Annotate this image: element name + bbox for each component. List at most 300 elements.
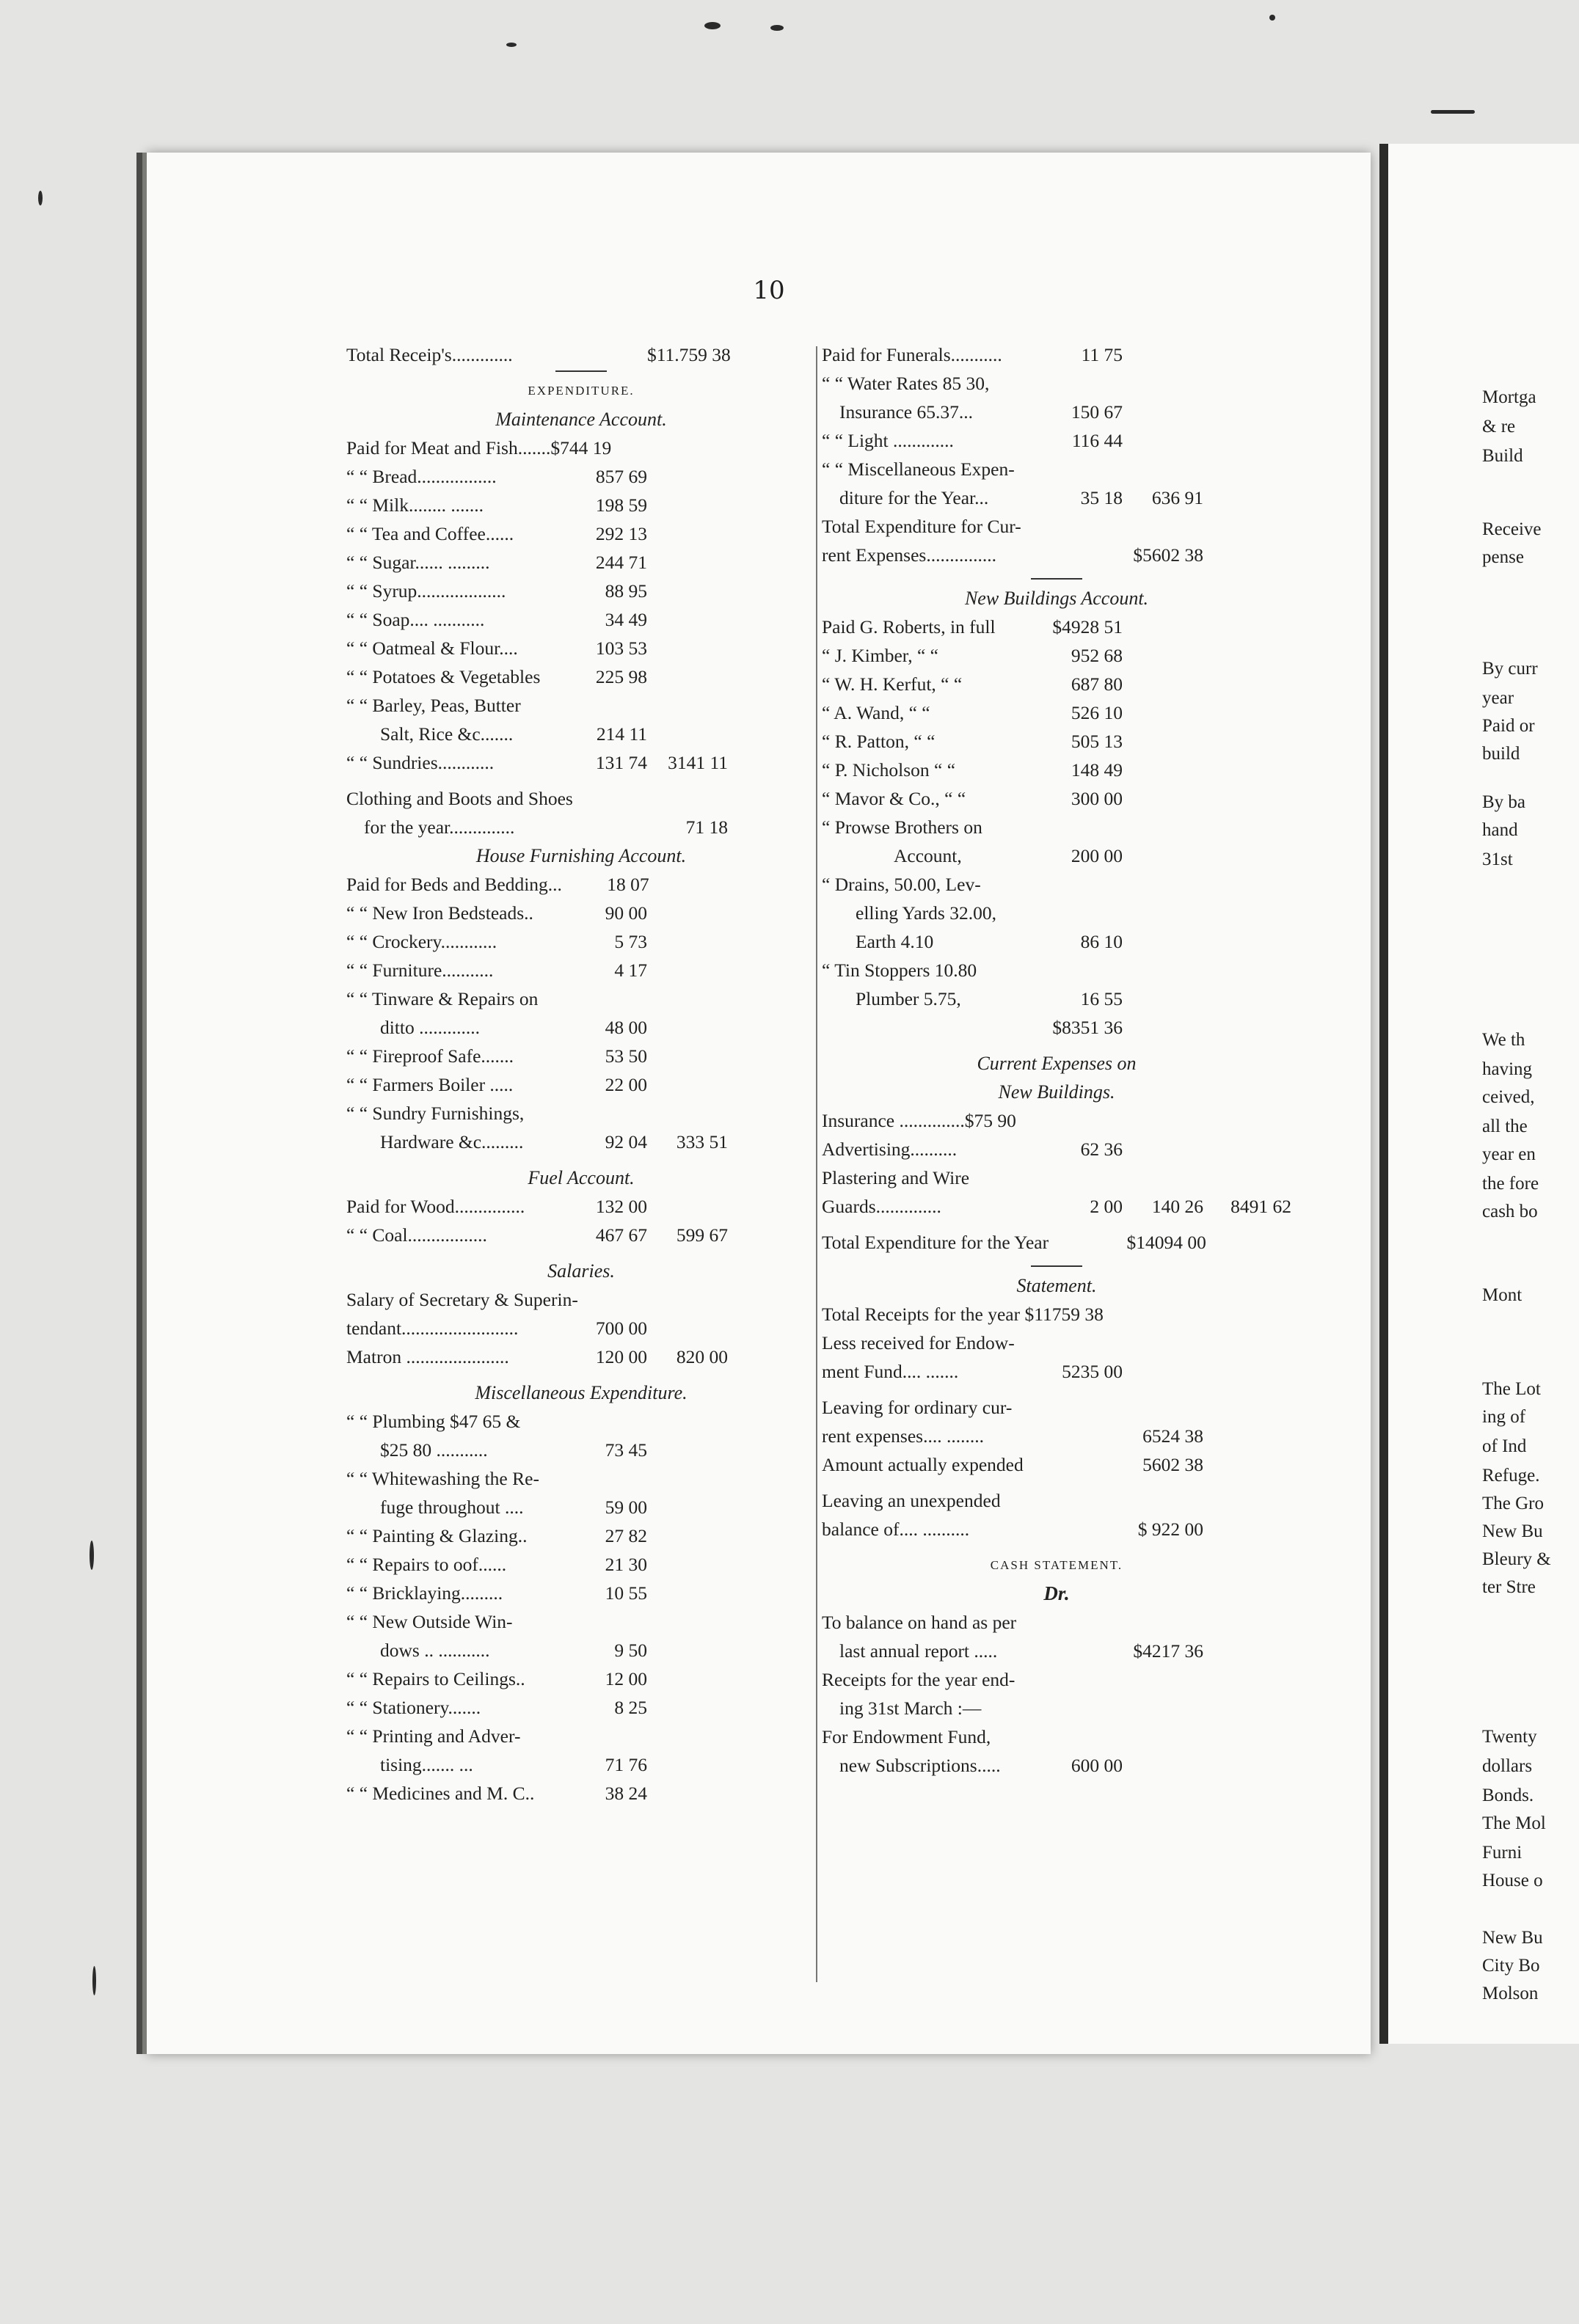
ledger-label: last annual report ..... [839, 1640, 998, 1662]
ledger-row [346, 784, 816, 813]
ledger-label: Total Expenditure for the Year [822, 1232, 1049, 1253]
scan-speck [90, 1541, 94, 1570]
ledger-label: “ Tin Stoppers 10.80 [822, 960, 977, 981]
ledger-row [346, 1636, 816, 1665]
ledger-label: “ “ Sundry Furnishings, [346, 1103, 525, 1124]
amount: 12 00 [605, 1668, 647, 1689]
ledger-row [346, 1221, 816, 1249]
spacer [346, 777, 816, 784]
section-heading: Current Expenses on [977, 1053, 1137, 1074]
amount: 90 00 [605, 902, 647, 924]
ledger-label: “ “ Printing and Adver- [346, 1725, 521, 1747]
ledger-row [346, 340, 816, 369]
amount: $5602 38 [1133, 544, 1203, 566]
amount: 103 53 [595, 637, 647, 659]
amount: 11 75 [1081, 344, 1123, 365]
ledger-label: rent expenses.... ........ [822, 1425, 984, 1447]
amount: 71 18 [685, 816, 728, 838]
amount: 132 00 [595, 1196, 647, 1217]
ledger-row [822, 870, 1291, 899]
ledger-row [346, 984, 816, 1013]
ledger-label: for the year.............. [364, 816, 515, 838]
right-page-text: the fore [1482, 1174, 1539, 1194]
ledger-label: rent Expenses............... [822, 544, 996, 566]
right-page-text: dollars [1482, 1756, 1533, 1776]
ledger-row [822, 984, 1291, 1013]
ledger-row [822, 1135, 1291, 1163]
amount: 599 67 [676, 1224, 728, 1246]
spacer [822, 1386, 1291, 1393]
amount: 5602 38 [1142, 1454, 1203, 1475]
ledger-label: tendant......................... [346, 1318, 519, 1339]
amount: 820 00 [676, 1346, 728, 1367]
ledger-label: Plumber 5.75, [856, 988, 961, 1009]
ledger-label: “ “ Tinware & Repairs on [346, 988, 539, 1009]
ledger-row [822, 956, 1291, 984]
amount: 4 17 [614, 960, 647, 981]
amount: 38 24 [605, 1783, 647, 1804]
ledger-row [346, 577, 816, 605]
ledger-row [346, 605, 816, 634]
amount: 857 69 [595, 466, 647, 487]
ledger-label: Clothing and Boots and Shoes [346, 788, 573, 809]
scan-speck [704, 22, 721, 29]
ledger-label: “ “ Fireproof Safe....... [346, 1045, 514, 1067]
ledger-row [822, 784, 1291, 813]
ledger-row [346, 1521, 816, 1550]
ledger-row [346, 899, 816, 927]
right-page-text: Bleury & [1482, 1549, 1551, 1569]
right-page-text: Paid or [1482, 716, 1535, 736]
ledger-row [822, 1694, 1291, 1722]
ledger-row [822, 512, 1291, 541]
amount: 3141 11 [668, 752, 728, 773]
ledger-label: To balance on hand as per [822, 1612, 1017, 1633]
amount: 92 04 [605, 1131, 647, 1152]
amount: 700 00 [595, 1318, 647, 1339]
section-heading: New Buildings. [998, 1081, 1115, 1103]
ledger-row [346, 748, 816, 777]
ledger-label: “ J. Kimber, “ “ [822, 645, 939, 666]
right-page-text: Molson [1482, 1984, 1539, 2003]
right-page-text: The Mol [1482, 1813, 1546, 1833]
right-page-text: pense [1482, 547, 1524, 567]
amount: 53 50 [605, 1045, 647, 1067]
ledger-label: “ W. H. Kerfut, “ “ [822, 673, 963, 695]
ledger-row [822, 1515, 1291, 1543]
ledger-row [346, 1099, 816, 1128]
ledger-row [822, 1357, 1291, 1386]
ledger-label: “ Mavor & Co., “ “ [822, 788, 966, 809]
ledger-label: Insurance 65.37... [839, 401, 973, 423]
ledger-label: Plastering and Wire [822, 1167, 970, 1188]
ledger-label: Total Receipts for the year $11759 38 [822, 1304, 1104, 1325]
ledger-label: “ “ Barley, Peas, Butter [346, 695, 521, 716]
ledger-label: “ “ Tea and Coffee...... [346, 523, 514, 544]
ledger-row [346, 1436, 816, 1464]
ledger-row [822, 1300, 1291, 1329]
amount: 34 49 [605, 609, 647, 630]
ledger-row [822, 756, 1291, 784]
right-page-text: all the [1482, 1117, 1528, 1136]
scan-speck [770, 25, 784, 31]
right-page-text: The Lot [1482, 1379, 1541, 1399]
right-page-text: ceived, [1482, 1087, 1535, 1107]
ledger-row [822, 1228, 1291, 1257]
scan-speck [92, 1966, 96, 1995]
ledger-label: Total Receip's............. [346, 344, 513, 365]
amount: 200 00 [1071, 845, 1123, 866]
ledger-row [346, 1314, 816, 1342]
spacer [822, 1543, 1291, 1551]
scan-speck [1269, 15, 1275, 21]
right-page-text: cash bo [1482, 1202, 1538, 1221]
ledger-row [822, 1422, 1291, 1450]
section-heading: Maintenance Account. [495, 409, 667, 430]
section-heading: Miscellaneous Expenditure. [475, 1382, 688, 1403]
ledger-label: “ “ Stationery....... [346, 1697, 481, 1718]
right-page-text: New Bu [1482, 1521, 1543, 1541]
debit-heading: Dr. [1043, 1582, 1070, 1604]
right-page-text: New Bu [1482, 1928, 1543, 1948]
ledger-label: Leaving an unexpended [822, 1490, 1001, 1511]
ledger-row [346, 1407, 816, 1436]
section-heading: Statement. [1016, 1275, 1097, 1296]
ledger-row [346, 956, 816, 984]
right-page-text: ing of [1482, 1407, 1526, 1427]
ledger-label: new Subscriptions..... [839, 1755, 1001, 1776]
amount: 48 00 [605, 1017, 647, 1038]
ledger-row [346, 1070, 816, 1099]
ledger-row [346, 434, 816, 462]
ledger-label: elling Yards 32.00, [856, 902, 996, 924]
ledger-row [822, 340, 1291, 369]
right-page-text: Mortga [1482, 387, 1536, 407]
ledger-row [822, 1608, 1291, 1637]
ledger-label: Total Expenditure for Cur- [822, 516, 1021, 537]
ledger-label: “ “ Plumbing $47 65 & [346, 1411, 521, 1432]
amount: 59 00 [605, 1497, 647, 1518]
ledger-row [346, 462, 816, 491]
amount: 952 68 [1071, 645, 1123, 666]
ledger-label: Receipts for the year end- [822, 1669, 1015, 1690]
ledger-label: “ “ Whitewashing the Re- [346, 1468, 539, 1489]
ledger-row [346, 1342, 816, 1371]
ledger-label: Amount actually expended [822, 1454, 1024, 1475]
ledger-label: Paid for Wood............... [346, 1196, 525, 1217]
ledger-label: “ “ Repairs to oof...... [346, 1554, 507, 1575]
ledger-row [346, 1128, 816, 1156]
left-column [346, 340, 816, 1808]
ledger-label: “ A. Wand, “ “ [822, 702, 930, 723]
amount: 214 11 [596, 723, 647, 745]
ledger-label: “ “ Coal................. [346, 1224, 487, 1246]
ledger-row [346, 1607, 816, 1636]
amount: 22 00 [605, 1074, 647, 1095]
amount: 687 80 [1071, 673, 1123, 695]
ledger-row [822, 1393, 1291, 1422]
right-page-text: hand [1482, 820, 1518, 840]
amount: 244 71 [595, 552, 647, 573]
amount: 467 67 [595, 1224, 647, 1246]
amount: 148 49 [1071, 759, 1123, 781]
ledger-label: Account, [894, 845, 962, 866]
amount: $ 922 00 [1137, 1519, 1203, 1540]
amount: 35 18 [1080, 487, 1123, 508]
right-page-text: By curr [1482, 659, 1538, 679]
amount: 5 73 [614, 931, 647, 952]
ledger-row [346, 1579, 816, 1607]
ledger-row [346, 1464, 816, 1493]
ledger-row [822, 813, 1291, 841]
ledger-row [346, 662, 816, 691]
ledger-label: Salary of Secretary & Superin- [346, 1289, 578, 1310]
right-page-text: of Ind [1482, 1436, 1527, 1456]
right-page-text: build [1482, 744, 1520, 764]
ledger-row [822, 1486, 1291, 1515]
amount: 71 76 [605, 1754, 647, 1775]
ledger-row [822, 927, 1291, 956]
spacer [346, 1371, 816, 1378]
ledger-label: $25 80 ........... [380, 1439, 488, 1461]
spacer [346, 1249, 816, 1257]
page-number: 10 [753, 276, 785, 305]
ledger-label: Hardware &c......... [380, 1131, 524, 1152]
ledger-label: “ “ Painting & Glazing.. [346, 1525, 528, 1546]
right-page-text: The Gro [1482, 1494, 1544, 1513]
ledger-row [822, 1013, 1291, 1042]
ledger-row [346, 1665, 816, 1693]
amount: 62 36 [1080, 1139, 1123, 1160]
middle-column [822, 340, 1291, 1780]
ledger-row [822, 1450, 1291, 1479]
ledger-label: Less received for Endow- [822, 1332, 1015, 1353]
ledger-label: dows .. ........... [380, 1640, 490, 1661]
amount: 21 30 [605, 1554, 647, 1575]
amount: 131 74 [595, 752, 647, 773]
amount: 16 55 [1080, 988, 1123, 1009]
ledger-row [346, 548, 816, 577]
right-page-text: City Bo [1482, 1956, 1540, 1976]
ledger-label: “ “ Bricklaying......... [346, 1582, 503, 1604]
ledger-label: Insurance ..............$75 90 [822, 1110, 1016, 1131]
amount: 150 67 [1071, 401, 1123, 423]
ledger-row [346, 720, 816, 748]
ledger-label: “ “ Sundries............ [346, 752, 495, 773]
ledger-label: “ “ Potatoes & Vegetables [346, 666, 541, 687]
amount: 198 59 [595, 494, 647, 516]
right-page-text: year en [1482, 1144, 1536, 1164]
scan-speck [506, 43, 517, 47]
right-page-text: Furni [1482, 1843, 1523, 1863]
ledger-label: balance of.... .......... [822, 1519, 970, 1540]
right-page-text: year [1482, 688, 1514, 708]
amount: 27 82 [605, 1525, 647, 1546]
ledger-row [346, 1722, 816, 1750]
amount: 6524 38 [1142, 1425, 1203, 1447]
ledger-row [346, 691, 816, 720]
amount: 2 00 [1090, 1196, 1123, 1217]
ledger-label: “ Drains, 50.00, Lev- [822, 874, 981, 895]
section-caption: CASH STATEMENT. [990, 1558, 1123, 1572]
ledger-row [822, 426, 1291, 455]
ledger-row [822, 1637, 1291, 1665]
right-page-text: Mont [1482, 1285, 1523, 1305]
ledger-row [346, 1550, 816, 1579]
amount: 9 50 [614, 1640, 647, 1661]
amount: 225 98 [595, 666, 647, 687]
ledger-label: Salt, Rice &c....... [380, 723, 514, 745]
amount: 600 00 [1071, 1755, 1123, 1776]
ledger-row [346, 1779, 816, 1808]
section-caption: EXPENDITURE. [528, 384, 635, 398]
ledger-label: “ “ Sugar...... ......... [346, 552, 490, 573]
document-page-right [1379, 144, 1579, 2044]
amount: 292 13 [595, 523, 647, 544]
ledger-row [822, 641, 1291, 670]
ledger-label: “ R. Patton, “ “ [822, 731, 936, 752]
right-page-text: Refuge. [1482, 1466, 1540, 1486]
spacer [822, 1479, 1291, 1486]
ledger-label: Earth 4.10 [856, 931, 934, 952]
right-page-text: By ba [1482, 792, 1526, 812]
ledger-row [822, 1665, 1291, 1694]
ledger-label: diture for the Year... [839, 487, 989, 508]
spacer [346, 1156, 816, 1163]
ledger-row [346, 1750, 816, 1779]
right-page-text: We th [1482, 1030, 1525, 1050]
ledger-label: ment Fund.... ....... [822, 1361, 959, 1382]
ledger-label: “ “ Light ............. [822, 430, 954, 451]
ledger-label: ditto ............. [380, 1017, 481, 1038]
ledger-label: tising....... ... [380, 1754, 473, 1775]
ledger-label: Matron ...................... [346, 1346, 509, 1367]
short-rule [1031, 578, 1082, 580]
ledger-label: “ “ Miscellaneous Expen- [822, 458, 1015, 480]
ledger-row [346, 1013, 816, 1042]
ledger-label: “ “ Bread................. [346, 466, 497, 487]
ledger-row [822, 899, 1291, 927]
ledger-row [822, 1106, 1291, 1135]
amount: 8 25 [614, 1697, 647, 1718]
short-rule [555, 370, 607, 372]
amount: 5235 00 [1062, 1361, 1123, 1382]
ledger-label: “ “ Repairs to Ceilings.. [346, 1668, 525, 1689]
right-page-text: & re [1482, 417, 1516, 436]
ledger-row [822, 841, 1291, 870]
column-divider [816, 346, 817, 1982]
amount: $14094 00 [1126, 1232, 1206, 1253]
ledger-row [822, 369, 1291, 398]
ledger-row [346, 1192, 816, 1221]
right-page-text: Receive [1482, 519, 1542, 539]
ledger-row [822, 727, 1291, 756]
spacer [822, 569, 1291, 577]
amount: $8351 36 [1052, 1017, 1123, 1038]
amount: 88 95 [605, 580, 647, 602]
ledger-row [822, 613, 1291, 641]
ledger-label: “ P. Nicholson “ “ [822, 759, 956, 781]
scan-speck [1431, 110, 1475, 114]
amount: 120 00 [595, 1346, 647, 1367]
ledger-label: “ “ Crockery............ [346, 931, 497, 952]
amount: 140 26 [1151, 1196, 1203, 1217]
ledger-label: “ “ New Outside Win- [346, 1611, 513, 1632]
ledger-label: “ Prowse Brothers on [822, 816, 982, 838]
ledger-label: Paid for Beds and Bedding... [346, 874, 562, 895]
ledger-row [822, 541, 1291, 569]
ledger-label: fuge throughout .... [380, 1497, 524, 1518]
ledger-row [346, 519, 816, 548]
spacer [822, 1221, 1291, 1228]
ledger-label: Paid G. Roberts, in full [822, 616, 996, 637]
ledger-label: ing 31st March :— [839, 1698, 982, 1719]
amount: $11.759 38 [647, 344, 731, 365]
ledger-row [822, 455, 1291, 483]
ledger-row [822, 483, 1291, 512]
section-heading: House Furnishing Account. [475, 845, 687, 866]
ledger-label: Leaving for ordinary cur- [822, 1397, 1013, 1418]
ledger-row [346, 870, 816, 899]
amount: 116 44 [1071, 430, 1123, 451]
ledger-row [346, 813, 816, 841]
amount: $4928 51 [1052, 616, 1123, 637]
scan-speck [38, 191, 43, 205]
ledger-label: “ “ Farmers Boiler ..... [346, 1074, 514, 1095]
section-heading: Salaries. [547, 1260, 615, 1282]
right-page-text: Bonds. [1482, 1786, 1534, 1805]
ledger-row [822, 1722, 1291, 1751]
ledger-label: “ “ Syrup................... [346, 580, 506, 602]
ledger-row [346, 1042, 816, 1070]
ledger-label: “ “ Soap.... ........... [346, 609, 485, 630]
ledger-row [346, 1693, 816, 1722]
amount: 636 91 [1151, 487, 1203, 508]
short-rule [1031, 1265, 1082, 1267]
ledger-row [346, 927, 816, 956]
ledger-label: “ “ Medicines and M. C.. [346, 1783, 535, 1804]
amount: 8491 62 [1230, 1196, 1291, 1217]
section-heading: Fuel Account. [528, 1167, 635, 1188]
right-page-text: having [1482, 1059, 1533, 1079]
ledger-row [822, 1192, 1291, 1221]
amount: 10 55 [605, 1582, 647, 1604]
ledger-row [822, 670, 1291, 698]
amount: 18 07 [607, 874, 649, 895]
right-page-text: ter Stre [1482, 1577, 1536, 1597]
ledger-row [346, 1285, 816, 1314]
amount: 526 10 [1071, 702, 1123, 723]
ledger-row [822, 1329, 1291, 1357]
right-page-text: Twenty [1482, 1727, 1537, 1747]
amount: 505 13 [1071, 731, 1123, 752]
ledger-label: “ “ Oatmeal & Flour.... [346, 637, 518, 659]
amount: 300 00 [1071, 788, 1123, 809]
ledger-label: “ “ New Iron Bedsteads.. [346, 902, 533, 924]
amount: 86 10 [1080, 931, 1123, 952]
ledger-row [346, 634, 816, 662]
right-page-text: 31st [1482, 849, 1513, 869]
ledger-label: Paid for Meat and Fish.......$744 19 [346, 437, 612, 458]
spacer [822, 1042, 1291, 1049]
right-page-text: Build [1482, 446, 1523, 466]
amount: 333 51 [676, 1131, 728, 1152]
ledger-label: “ “ Furniture........... [346, 960, 494, 981]
ledger-label: “ “ Milk........ ....... [346, 494, 484, 516]
amount: $4217 36 [1133, 1640, 1203, 1662]
ledger-label: Advertising.......... [822, 1139, 958, 1160]
spacer [822, 1257, 1291, 1264]
